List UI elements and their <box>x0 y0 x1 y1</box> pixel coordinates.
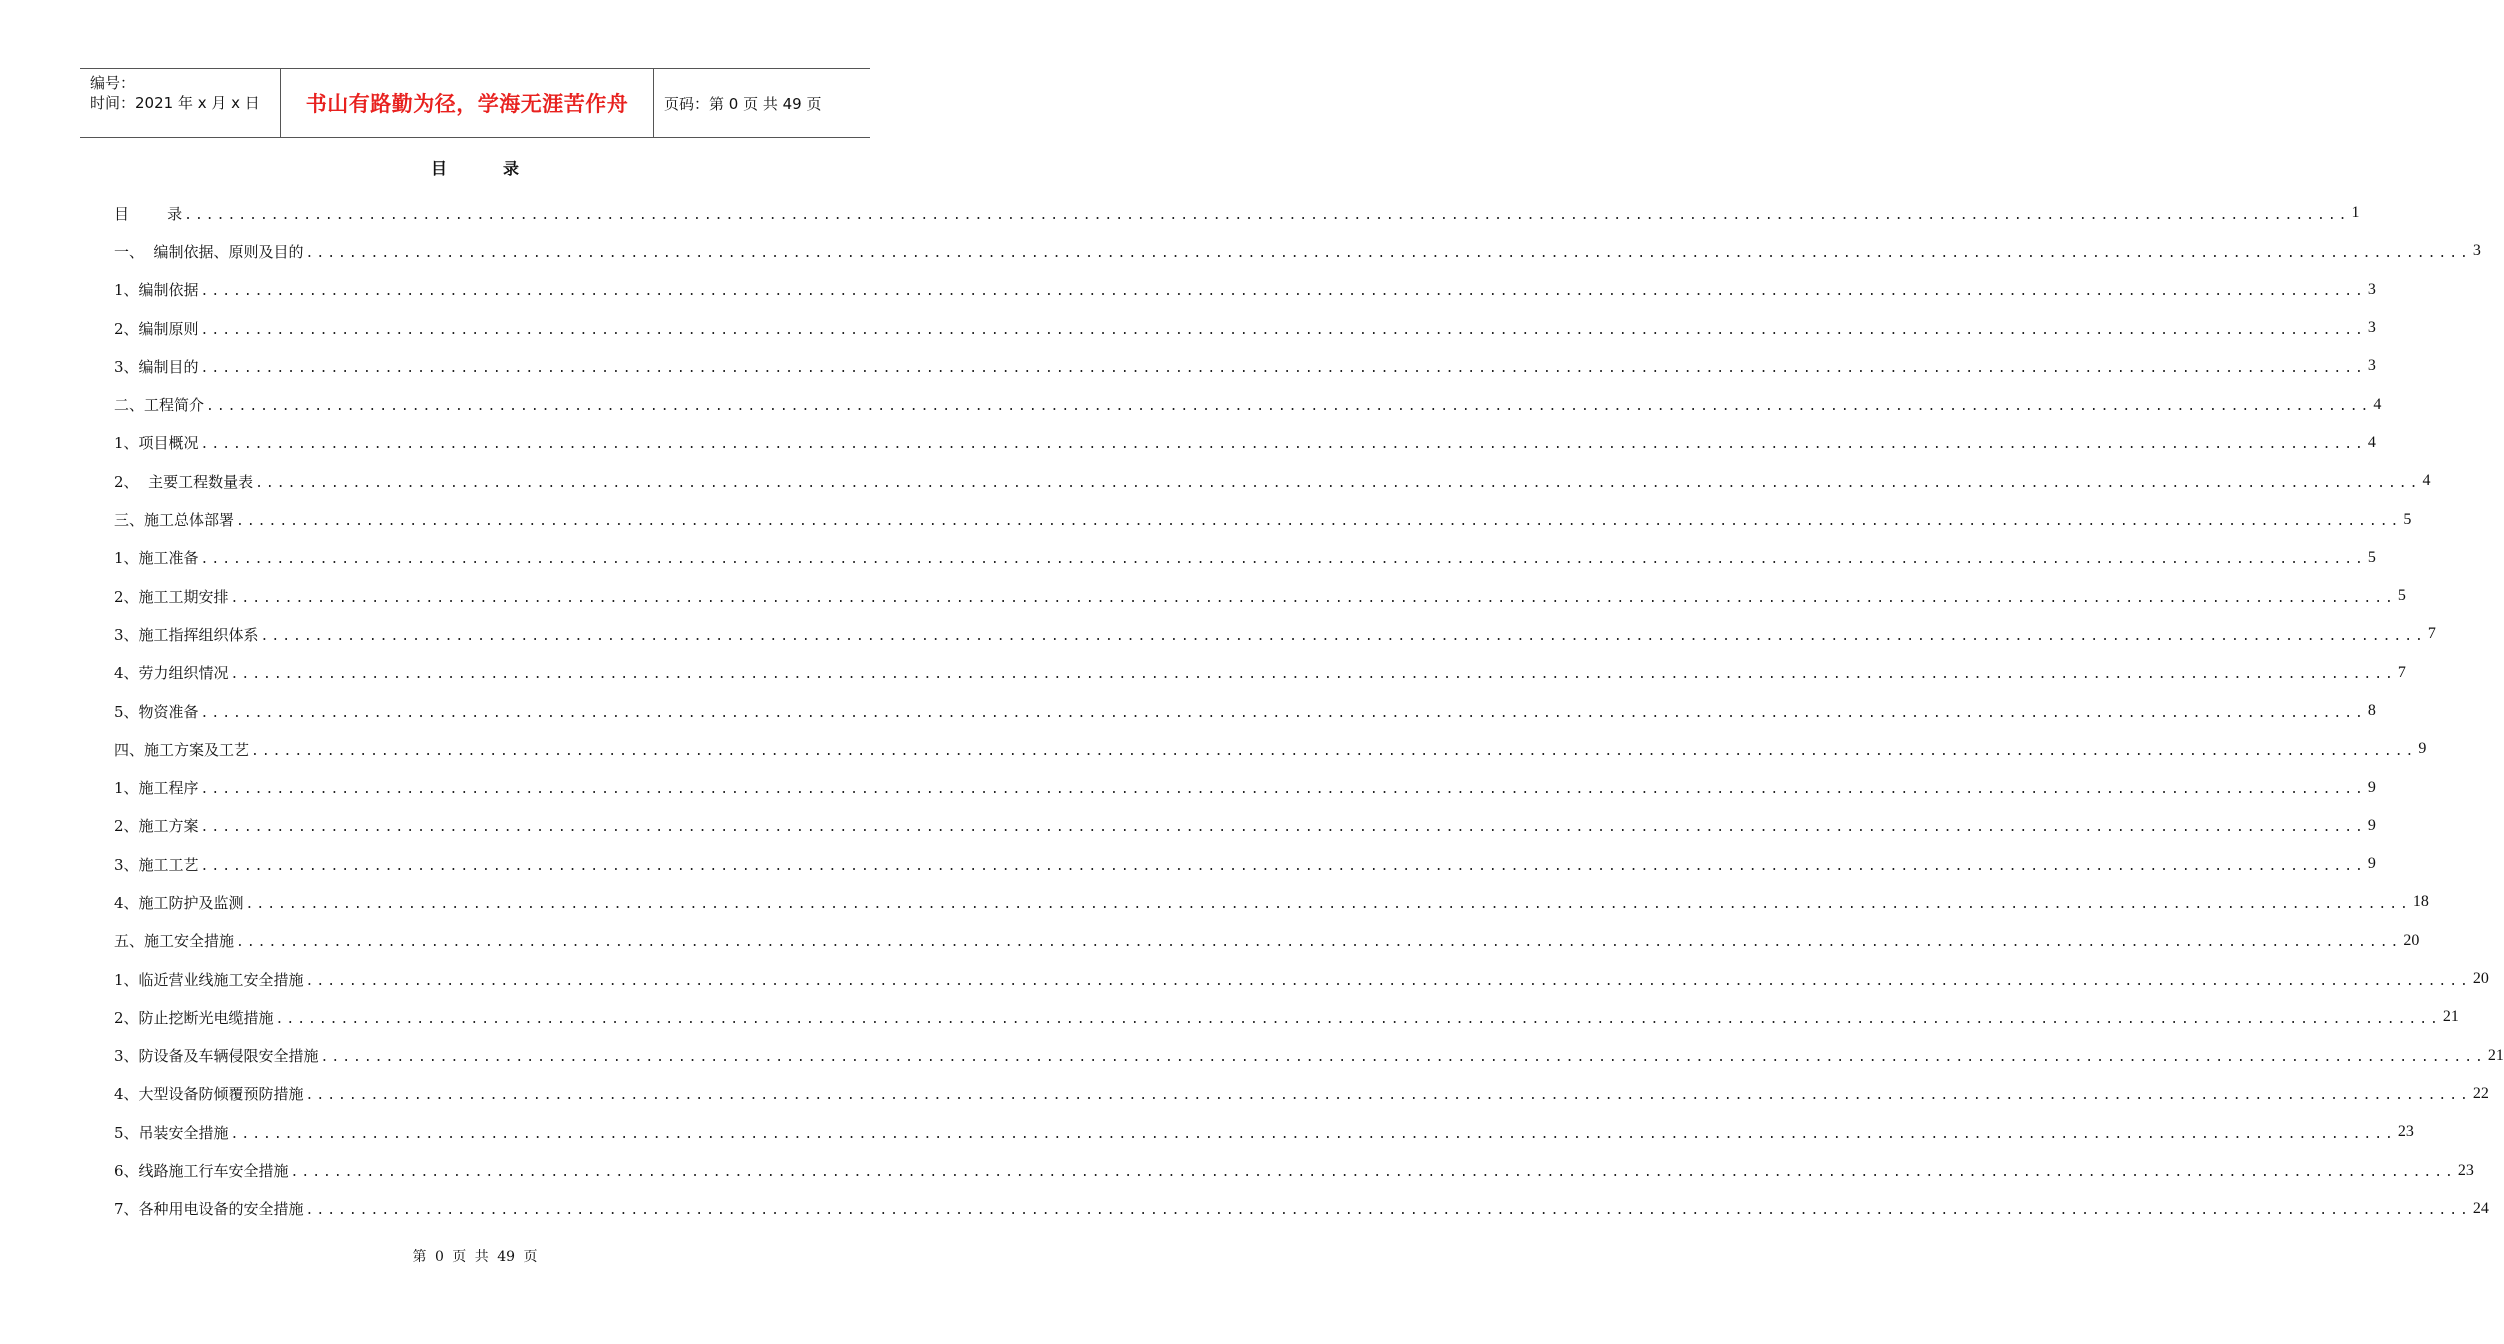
toc-item-page: 1 <box>2351 204 2360 222</box>
toc-item-page: 9 <box>2367 855 2376 873</box>
toc-leader-dots: ........................................................................................................................................................................................................ <box>200 437 2366 453</box>
toc-item-label: 三、施工总体部署 <box>114 511 235 530</box>
toc-title-right: 录 <box>503 159 520 178</box>
toc-leader-dots: ........................................................................................................................................................................................................ <box>320 1050 2486 1066</box>
toc-item-page: 21 <box>2487 1046 2504 1064</box>
toc-item-page: 20 <box>2472 970 2489 988</box>
toc-item[interactable] <box>114 960 2489 998</box>
toc-leader-dots: ........................................................................................................................................................................................................ <box>236 514 2402 530</box>
toc-item[interactable] <box>114 1075 2489 1113</box>
toc-item[interactable] <box>114 347 2376 385</box>
toc-item-label: 1、施工程序 <box>114 779 199 798</box>
toc-leader-dots: ........................................................................................................................................................................................................ <box>305 973 2471 989</box>
toc-leader-dots: ........................................................................................................................................................................................................ <box>290 1165 2456 1181</box>
toc-leader-dots: ........................................................................................................................................................................................................ <box>305 1088 2471 1104</box>
toc-leader-dots: ........................................................................................................................................................................................................ <box>251 743 2417 759</box>
toc-leader-dots: ........................................................................................................................................................................................................ <box>305 245 2471 261</box>
toc-item-page: 23 <box>2397 1123 2414 1141</box>
toc-leader-dots: ........................................................................................................................................................................................................ <box>275 1011 2441 1027</box>
toc-item[interactable] <box>114 654 2406 692</box>
toc-item-label: 2、防止挖断光电缆措施 <box>114 1008 274 1027</box>
toc-item-label: 4、大型设备防倾覆预防措施 <box>114 1085 304 1104</box>
toc-item-page: 3 <box>2367 319 2376 337</box>
toc-item-page: 20 <box>2403 931 2420 949</box>
toc-leader-dots: ........................................................................................................................................................................................................ <box>230 1126 2396 1142</box>
toc-item-page: 9 <box>2367 778 2376 796</box>
document-header <box>80 68 870 138</box>
toc-item-page: 22 <box>2472 1084 2489 1102</box>
toc-leader-dots: ........................................................................................................................................................................................................ <box>200 360 2366 376</box>
toc-item[interactable] <box>114 1190 2489 1228</box>
toc-item-page: 5 <box>2403 510 2412 528</box>
number-label: 编号： <box>90 74 136 92</box>
toc-leader-dots: ........................................................................................................................................................................................................ <box>200 552 2366 568</box>
toc-item[interactable] <box>114 194 2360 232</box>
toc-item-label: 3、施工指挥组织体系 <box>114 625 259 644</box>
toc-list <box>114 194 2504 1228</box>
toc-leader-dots: ........................................................................................................................................................................................................ <box>236 935 2402 951</box>
toc-item-page: 4 <box>2367 433 2376 451</box>
toc-item-page: 3 <box>2472 242 2481 260</box>
header-meta <box>80 69 281 137</box>
toc-leader-dots: ........................................................................................................................................................................................................ <box>255 475 2421 491</box>
toc-item-page: 24 <box>2472 1199 2489 1217</box>
toc-leader-dots: ........................................................................................................................................................................................................ <box>245 896 2411 912</box>
toc-item-label: 四、施工方案及工艺 <box>114 740 250 759</box>
toc-item-label: 3、施工工艺 <box>114 855 199 874</box>
toc-item[interactable] <box>114 271 2376 309</box>
toc-item-label: 3、防设备及车辆侵限安全措施 <box>114 1047 319 1066</box>
toc-leader-dots: ........................................................................................................................................................................................................ <box>305 1203 2471 1219</box>
toc-item-page: 9 <box>2418 740 2427 758</box>
toc-item-label: 目 录 <box>114 204 183 223</box>
page-footer: 第 0 页 共 49 页 <box>412 1249 538 1265</box>
toc-item-label: 1、临近营业线施工安全措施 <box>114 970 304 989</box>
toc-item-page: 5 <box>2397 587 2406 605</box>
toc-item-page: 9 <box>2367 816 2376 834</box>
toc-leader-dots: ........................................................................................................................................................................................................ <box>200 858 2366 874</box>
toc-leader-dots: ........................................................................................................................................................................................................ <box>184 207 2350 223</box>
toc-title-left: 目 <box>430 159 447 178</box>
toc-item[interactable] <box>114 462 2431 500</box>
toc-item-label: 2、施工方案 <box>114 817 199 836</box>
toc-item-page: 4 <box>2373 395 2382 413</box>
toc-item[interactable] <box>114 845 2376 883</box>
toc-leader-dots: ........................................................................................................................................................................................................ <box>200 705 2366 721</box>
toc-item-label: 2、施工工期安排 <box>114 587 229 606</box>
toc-item-label: 3、编制目的 <box>114 357 199 376</box>
toc-item[interactable] <box>114 922 2420 960</box>
toc-item-page: 3 <box>2367 357 2376 375</box>
toc-item-page: 4 <box>2422 472 2431 490</box>
toc-item-label: 二、工程简介 <box>114 396 205 415</box>
toc-item[interactable] <box>114 730 2427 768</box>
toc-item-label: 5、吊装安全措施 <box>114 1123 229 1142</box>
toc-item-page: 18 <box>2412 893 2429 911</box>
toc-item-label: 五、施工安全措施 <box>114 932 235 951</box>
toc-item[interactable] <box>114 692 2376 730</box>
toc-item-page: 23 <box>2457 1161 2474 1179</box>
toc-leader-dots: ........................................................................................................................................................................................................ <box>200 284 2366 300</box>
header-page-info: 页码：第 0 页 共 49 页 <box>664 94 822 113</box>
toc-item-label: 4、施工防护及监测 <box>114 893 244 912</box>
toc-item[interactable] <box>114 807 2376 845</box>
toc-item[interactable] <box>114 309 2376 347</box>
toc-item-label: 一、 编制依据、原则及目的 <box>114 242 304 261</box>
toc-item[interactable] <box>114 385 2382 423</box>
toc-item[interactable] <box>114 615 2436 653</box>
toc-item[interactable] <box>114 1113 2414 1151</box>
toc-item-page: 5 <box>2367 548 2376 566</box>
toc-item-label: 1、项目概况 <box>114 434 199 453</box>
toc-item-page: 7 <box>2397 663 2406 681</box>
toc-title <box>0 156 950 179</box>
toc-item-page: 3 <box>2367 280 2376 298</box>
toc-item-label: 2、编制原则 <box>114 319 199 338</box>
toc-leader-dots: ........................................................................................................................................................................................................ <box>230 590 2396 606</box>
toc-item[interactable] <box>114 1037 2504 1075</box>
toc-item-label: 2、 主要工程数量表 <box>114 472 254 491</box>
toc-leader-dots: ........................................................................................................................................................................................................ <box>206 399 2372 415</box>
toc-item[interactable] <box>114 577 2406 615</box>
toc-item-label: 7、各种用电设备的安全措施 <box>114 1200 304 1219</box>
toc-leader-dots: ........................................................................................................................................................................................................ <box>200 782 2366 798</box>
toc-item-label: 1、编制依据 <box>114 281 199 300</box>
toc-item[interactable] <box>114 998 2459 1036</box>
date-label: 时间：2021 年 x 月 x 日 <box>90 94 260 112</box>
toc-item-label: 4、劳力组织情况 <box>114 664 229 683</box>
toc-leader-dots: ........................................................................................................................................................................................................ <box>200 820 2366 836</box>
toc-leader-dots: ........................................................................................................................................................................................................ <box>230 667 2396 683</box>
toc-item[interactable] <box>114 232 2481 270</box>
header-motto: 书山有路勤为径，学海无涯苦作舟 <box>281 69 654 137</box>
toc-leader-dots: ........................................................................................................................................................................................................ <box>260 628 2426 644</box>
toc-item-label: 6、线路施工行车安全措施 <box>114 1162 289 1181</box>
toc-item[interactable] <box>114 768 2376 806</box>
toc-item-label: 1、施工准备 <box>114 549 199 568</box>
toc-item[interactable] <box>114 500 2412 538</box>
toc-item-label: 5、物资准备 <box>114 702 199 721</box>
toc-leader-dots: ........................................................................................................................................................................................................ <box>200 322 2366 338</box>
toc-item-page: 21 <box>2442 1008 2459 1026</box>
toc-item[interactable] <box>114 424 2376 462</box>
toc-item[interactable] <box>114 1151 2474 1189</box>
toc-item-page: 7 <box>2427 625 2436 643</box>
toc-item-page: 8 <box>2367 702 2376 719</box>
toc-item[interactable] <box>114 539 2376 577</box>
toc-item[interactable] <box>114 883 2429 921</box>
